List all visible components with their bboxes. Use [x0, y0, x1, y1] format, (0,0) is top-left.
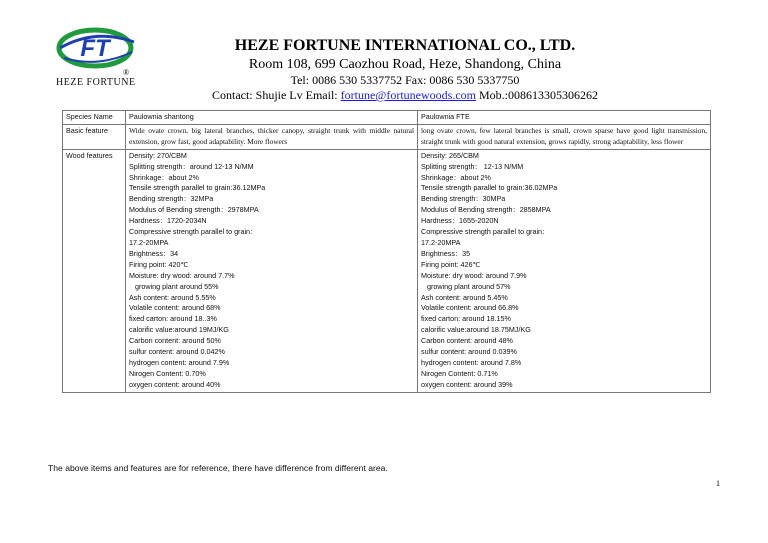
fte-wood-features: [418, 149, 711, 392]
list-item: Shrinkage：about 2%: [421, 172, 491, 182]
letterhead: [140, 36, 670, 103]
list-item: Ash content: around 5.45%: [421, 292, 508, 302]
list-item: 17.2-20MPA: [421, 237, 461, 247]
list-item: Moisture: dry wood: around 7.9%: [421, 270, 527, 280]
header-fte: Paulownia FTE: [418, 111, 711, 125]
list-item: Hardness：1720-2034N: [129, 216, 207, 226]
list-item: Firing point: 426℃: [421, 259, 481, 269]
shantong-basic-feature: Wide ovate crown, big lateral branches, thicker canopy, straight trunk with middle natural extension, grow fast, good adaptability. More flowers: [126, 124, 418, 149]
list-item: calorific value:around 18.75MJ/KG: [421, 325, 531, 335]
list-item: Shrinkage：about 2%: [129, 172, 199, 182]
list-item: Modulus of Bending strength：2858MPA: [421, 205, 551, 215]
label-wood-features: Wood features: [63, 149, 126, 392]
list-item: fixed carton: around 18..3%: [129, 314, 217, 324]
company-phone-fax: Tel: 0086 530 5337752 Fax: 0086 530 5337750: [290, 73, 520, 87]
list-item: Nirogen Content: 0.71%: [421, 368, 498, 378]
list-item: oxygen content: around 39%: [421, 379, 513, 389]
list-item: fixed carton: around 18.15%: [421, 314, 511, 324]
logo-caption: HEZE FORTUNE: [56, 77, 136, 88]
label-basic-feature: Basic feature: [63, 124, 126, 149]
list-item: Nirogen Content: 0.70%: [129, 368, 206, 378]
contact-mobile: Mob.:008613305306262: [476, 88, 599, 102]
table-row-wood-features: [63, 149, 711, 392]
list-item: Density: 270/CBM: [129, 150, 187, 160]
logo-mark: FT: [80, 35, 110, 62]
list-item: growing plant around 57%: [427, 281, 511, 291]
list-item: Tensile strength parallel to grain:36.02MPa: [421, 183, 558, 193]
list-item: Bending strength：32MPa: [129, 194, 214, 204]
list-item: Firing point: 420℃: [129, 259, 189, 269]
list-item: Tensile strength parallel to grain:36.12MPa: [129, 183, 266, 193]
list-item: sulfur content: around 0.039%: [421, 347, 517, 357]
reference-note: The above items and features are for reference, there have difference from different area.: [48, 463, 388, 473]
species-comparison-table: [62, 110, 711, 393]
list-item: Carbon content: around 50%: [129, 336, 221, 346]
shantong-wood-features: [126, 149, 418, 392]
list-item: 17.2-20MPA: [129, 237, 169, 247]
company-contact: [140, 88, 670, 103]
list-item: Volatile content: around 68%: [129, 303, 221, 313]
list-item: calorific value:around 19MJ/KG: [129, 325, 229, 335]
list-item: Modulus of Bending strength：2978MPA: [129, 205, 259, 215]
list-item: Compressive strength parallel to grain：: [421, 227, 550, 237]
company-name: HEZE FORTUNE INTERNATIONAL CO., LTD.: [234, 37, 576, 54]
ft-logo-icon: [50, 22, 150, 80]
table-header-row: [63, 111, 711, 125]
list-item: Volatile content: around 66.8%: [421, 303, 519, 313]
list-item: Compressive strength parallel to grain：: [129, 227, 258, 237]
list-item: Splitting strength： 12-13 N/MM: [421, 161, 524, 171]
list-item: sulfur content: around 0.042%: [129, 347, 225, 357]
table-row-basic-feature: [63, 124, 711, 149]
list-item: Brightness：34: [129, 248, 179, 258]
email-link[interactable]: fortune@fortunewoods.com: [340, 88, 476, 102]
logo-registered-mark: ®: [123, 68, 130, 77]
list-item: Brightness：35: [421, 248, 471, 258]
company-address: Room 108, 699 Caozhou Road, Heze, Shandong, China: [248, 57, 562, 72]
list-item: hydrogen content: around 7.8%: [421, 357, 522, 367]
list-item: oxygen content: around 40%: [129, 379, 221, 389]
list-item: Splitting strength：around 12-13 N/MM: [129, 161, 254, 171]
header-species-name: Species Name: [63, 111, 126, 125]
list-item: Moisture: dry wood: around 7.7%: [129, 270, 235, 280]
fte-basic-feature: long ovate crown, few lateral branches is small, crown sparse have good light transmission, straight trunk with good natural extension, grows rapidly, strong adaptability, less flower: [418, 124, 711, 149]
list-item: Density: 265/CBM: [421, 150, 479, 160]
list-item: hydrogen content: around 7.9%: [129, 357, 230, 367]
contact-prefix: Contact: Shujie Lv Email:: [211, 88, 341, 102]
list-item: Carbon content: around 48%: [421, 336, 513, 346]
list-item: Bending strength：30MPa: [421, 194, 506, 204]
list-item: growing plant around 55%: [135, 281, 219, 291]
header-shantong: Paulownia shantong: [126, 111, 418, 125]
list-item: Ash content: around 5.55%: [129, 292, 216, 302]
page-number: 1: [716, 479, 720, 488]
list-item: Hardness：1655-2020N: [421, 216, 499, 226]
